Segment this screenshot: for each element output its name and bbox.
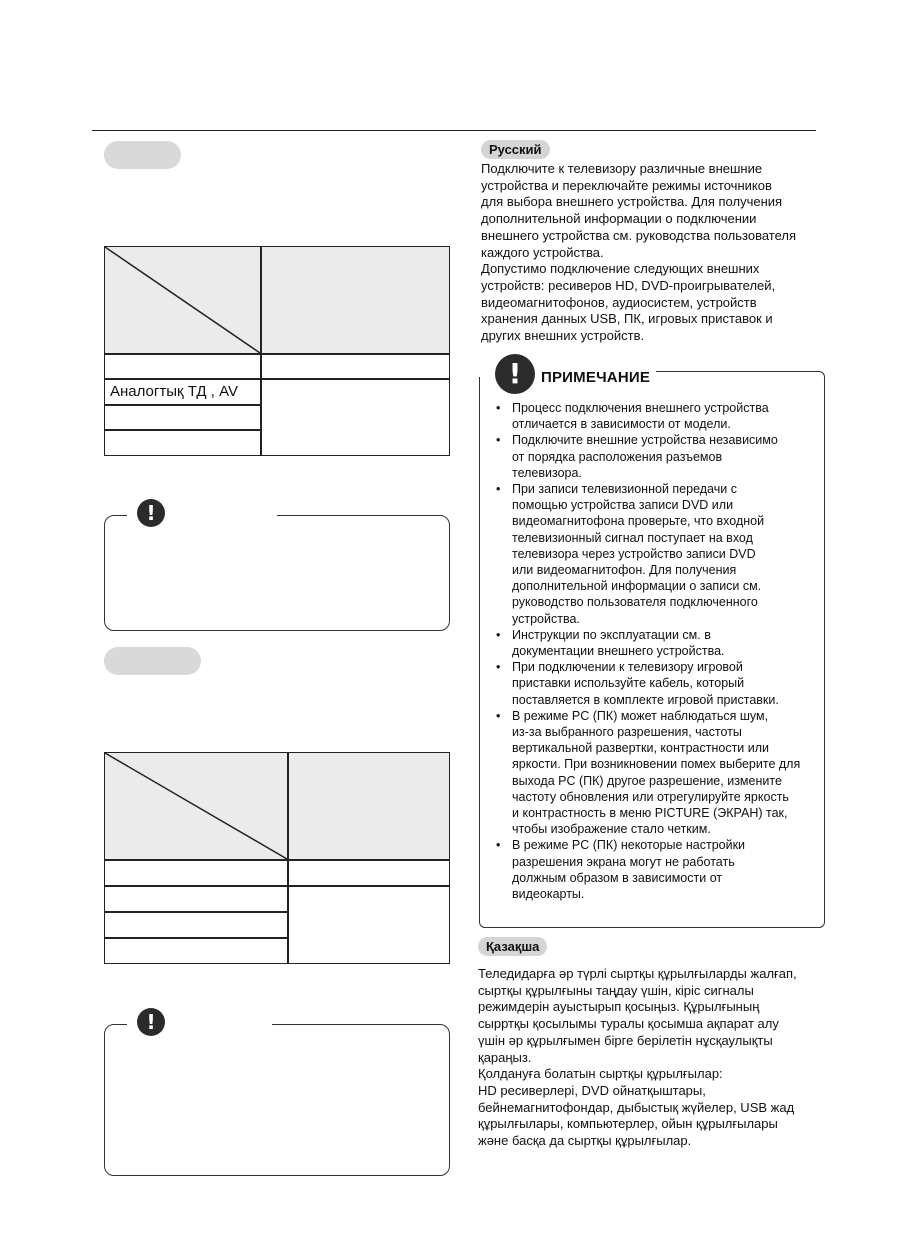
lang-pill-russian: Русский bbox=[481, 140, 550, 159]
text-line: видеомагнитофона проверьте, что входной bbox=[512, 514, 765, 529]
section-pill-2 bbox=[104, 647, 201, 675]
text-line: хранения данных USB, ПК, игровых приставок и bbox=[481, 311, 773, 327]
note-title-wrap bbox=[535, 369, 656, 387]
text-line: каждого устройства. bbox=[481, 244, 604, 260]
note-list-ru bbox=[494, 400, 819, 902]
list-item bbox=[494, 400, 819, 432]
text-line: HD ресиверлері, DVD ойнатқыштары, bbox=[478, 1082, 706, 1098]
text-line: устройства. bbox=[512, 611, 580, 626]
lang-pill-kazakh: Қазақша bbox=[478, 937, 547, 956]
text-line: Теледидарға әр түрлі сыртқы құрылғыларды жалғап, bbox=[478, 966, 797, 981]
list-item bbox=[494, 627, 819, 659]
list-item bbox=[494, 432, 819, 481]
note-box-2 bbox=[104, 1024, 450, 1176]
text-line: режимдерін ауыстырып қосыңыз. Құрылғының bbox=[478, 999, 760, 1015]
text-line: Подключите к телевизору различные внешние bbox=[481, 161, 763, 176]
text-line: Қолдануға болатын сыртқы құрылғылар: bbox=[478, 1066, 723, 1082]
table-2-row-line bbox=[104, 937, 288, 939]
text-line: отличается в зависимости от модели. bbox=[512, 417, 731, 432]
text-line: для выбора внешнего устройства. Для получения bbox=[481, 194, 783, 210]
section-pill-1 bbox=[104, 141, 181, 169]
text-line: или видеомагнитофон. Для получения bbox=[512, 563, 737, 578]
text-line: • В режиме PC (ПК) может наблюдаться шум, bbox=[512, 708, 769, 723]
text-line: телевизора. bbox=[512, 465, 582, 480]
text-line: яркости. При возникновении помех выберите для bbox=[512, 757, 801, 772]
text-line: вертикальной развертки, контрастности или bbox=[512, 741, 770, 756]
kk-intro-paragraph bbox=[478, 966, 828, 1150]
text-line: дополнительной информации о подключении bbox=[481, 211, 757, 227]
text-line: сыртқы құрылғыны таңдау үшін, кіріс сигналы bbox=[478, 982, 754, 998]
table-2-col-divider bbox=[287, 752, 289, 964]
text-line: • При подключении к телевизору игровой bbox=[512, 660, 743, 675]
top-rule bbox=[92, 130, 816, 131]
text-line: выхода PC (ПК) другое разрешение, измените bbox=[512, 773, 782, 788]
text-line: других внешних устройств. bbox=[481, 328, 645, 344]
text-line: от порядка расположения разъемов bbox=[512, 449, 723, 464]
table-2 bbox=[104, 752, 450, 964]
text-line: • Подключите внешние устройства независимо bbox=[512, 433, 778, 448]
text-line: қараңыз. bbox=[478, 1049, 532, 1065]
text-line: құрылғылары, компьютерлер, ойын құрылғылары bbox=[478, 1116, 778, 1132]
text-line: внешнего устройства см. руководства пользователя bbox=[481, 227, 797, 243]
warning-icon: ! bbox=[495, 354, 535, 394]
text-line: және басқа да сыртқы құрылғылар. bbox=[478, 1133, 692, 1149]
text-line: должным образом в зависимости от bbox=[512, 870, 723, 885]
text-line: и контрастность в меню PICTURE (ЭКРАН) так, bbox=[512, 806, 788, 821]
text-line: видеомагнитофонов, аудиосистем, устройств bbox=[481, 294, 757, 310]
table-2-row-line bbox=[104, 911, 288, 913]
text-line: • При записи телевизионной передачи с bbox=[512, 482, 737, 497]
text-line: чтобы изображение стало четким. bbox=[512, 822, 711, 837]
text-line: Допустимо подключение следующих внешних bbox=[481, 261, 760, 277]
table-1-cell-label: Аналогтық ТД , AV bbox=[110, 383, 238, 400]
text-line: поставляется в комплекте игровой приставки. bbox=[512, 692, 779, 707]
text-line: приставки используйте кабель, который bbox=[512, 676, 745, 691]
table-1-row-line bbox=[104, 429, 261, 431]
list-item bbox=[494, 837, 819, 902]
note-title: ПРИМЕЧАНИЕ bbox=[541, 369, 651, 386]
text-line: телевизионный сигнал поступает на вход bbox=[512, 530, 753, 545]
table-1-col-divider bbox=[260, 246, 262, 456]
text-line: телевизора через устройство записи DVD bbox=[512, 546, 756, 561]
text-line: • В режиме PC (ПК) некоторые настройки bbox=[512, 838, 746, 853]
text-line: бейнемагнитофондар, дыбыстық жүйелер, USB жад bbox=[478, 1099, 795, 1115]
ru-intro-paragraph bbox=[481, 161, 826, 345]
table-1-row-line bbox=[104, 353, 450, 355]
table-1 bbox=[104, 246, 450, 456]
text-line: үшін әр құрылғымен бірге берілетін нұсқаулықты bbox=[478, 1032, 773, 1048]
text-line: разрешения экрана могут не работать bbox=[512, 854, 735, 869]
text-line: частоту обновления или отрегулируйте яркость bbox=[512, 789, 789, 804]
list-item bbox=[494, 481, 819, 627]
text-line: помощью устройства записи DVD или bbox=[512, 498, 734, 513]
text-line: видеокарты. bbox=[512, 887, 585, 902]
text-line: из-за выбранного разрешения, частоты bbox=[512, 725, 742, 740]
warning-icon: ! bbox=[137, 1008, 165, 1036]
text-line: • Инструкции по эксплуатации см. в bbox=[512, 627, 711, 642]
list-item bbox=[494, 659, 819, 708]
table-1-border bbox=[104, 246, 450, 456]
warning-icon: ! bbox=[137, 499, 165, 527]
text-line: руководство пользователя подключенного bbox=[512, 595, 758, 610]
text-line: • Процесс подключения внешнего устройства bbox=[512, 401, 769, 415]
table-2-row-line bbox=[104, 885, 450, 887]
table-1-row-line bbox=[104, 378, 450, 380]
text-line: дополнительной информации о записи см. bbox=[512, 579, 762, 594]
table-2-border bbox=[104, 752, 450, 964]
table-2-row-line bbox=[104, 859, 450, 861]
text-line: документации внешнего устройства. bbox=[512, 644, 725, 659]
list-item bbox=[494, 708, 819, 838]
table-1-row-line bbox=[104, 404, 261, 406]
text-line: устройства и переключайте режимы источников bbox=[481, 177, 772, 193]
text-line: сырртқы қосылымы туралы қосымша ақпарат алу bbox=[478, 1016, 779, 1032]
note-box-1 bbox=[104, 515, 450, 631]
text-line: устройств: ресиверов HD, DVD-проигрывателей, bbox=[481, 277, 776, 293]
